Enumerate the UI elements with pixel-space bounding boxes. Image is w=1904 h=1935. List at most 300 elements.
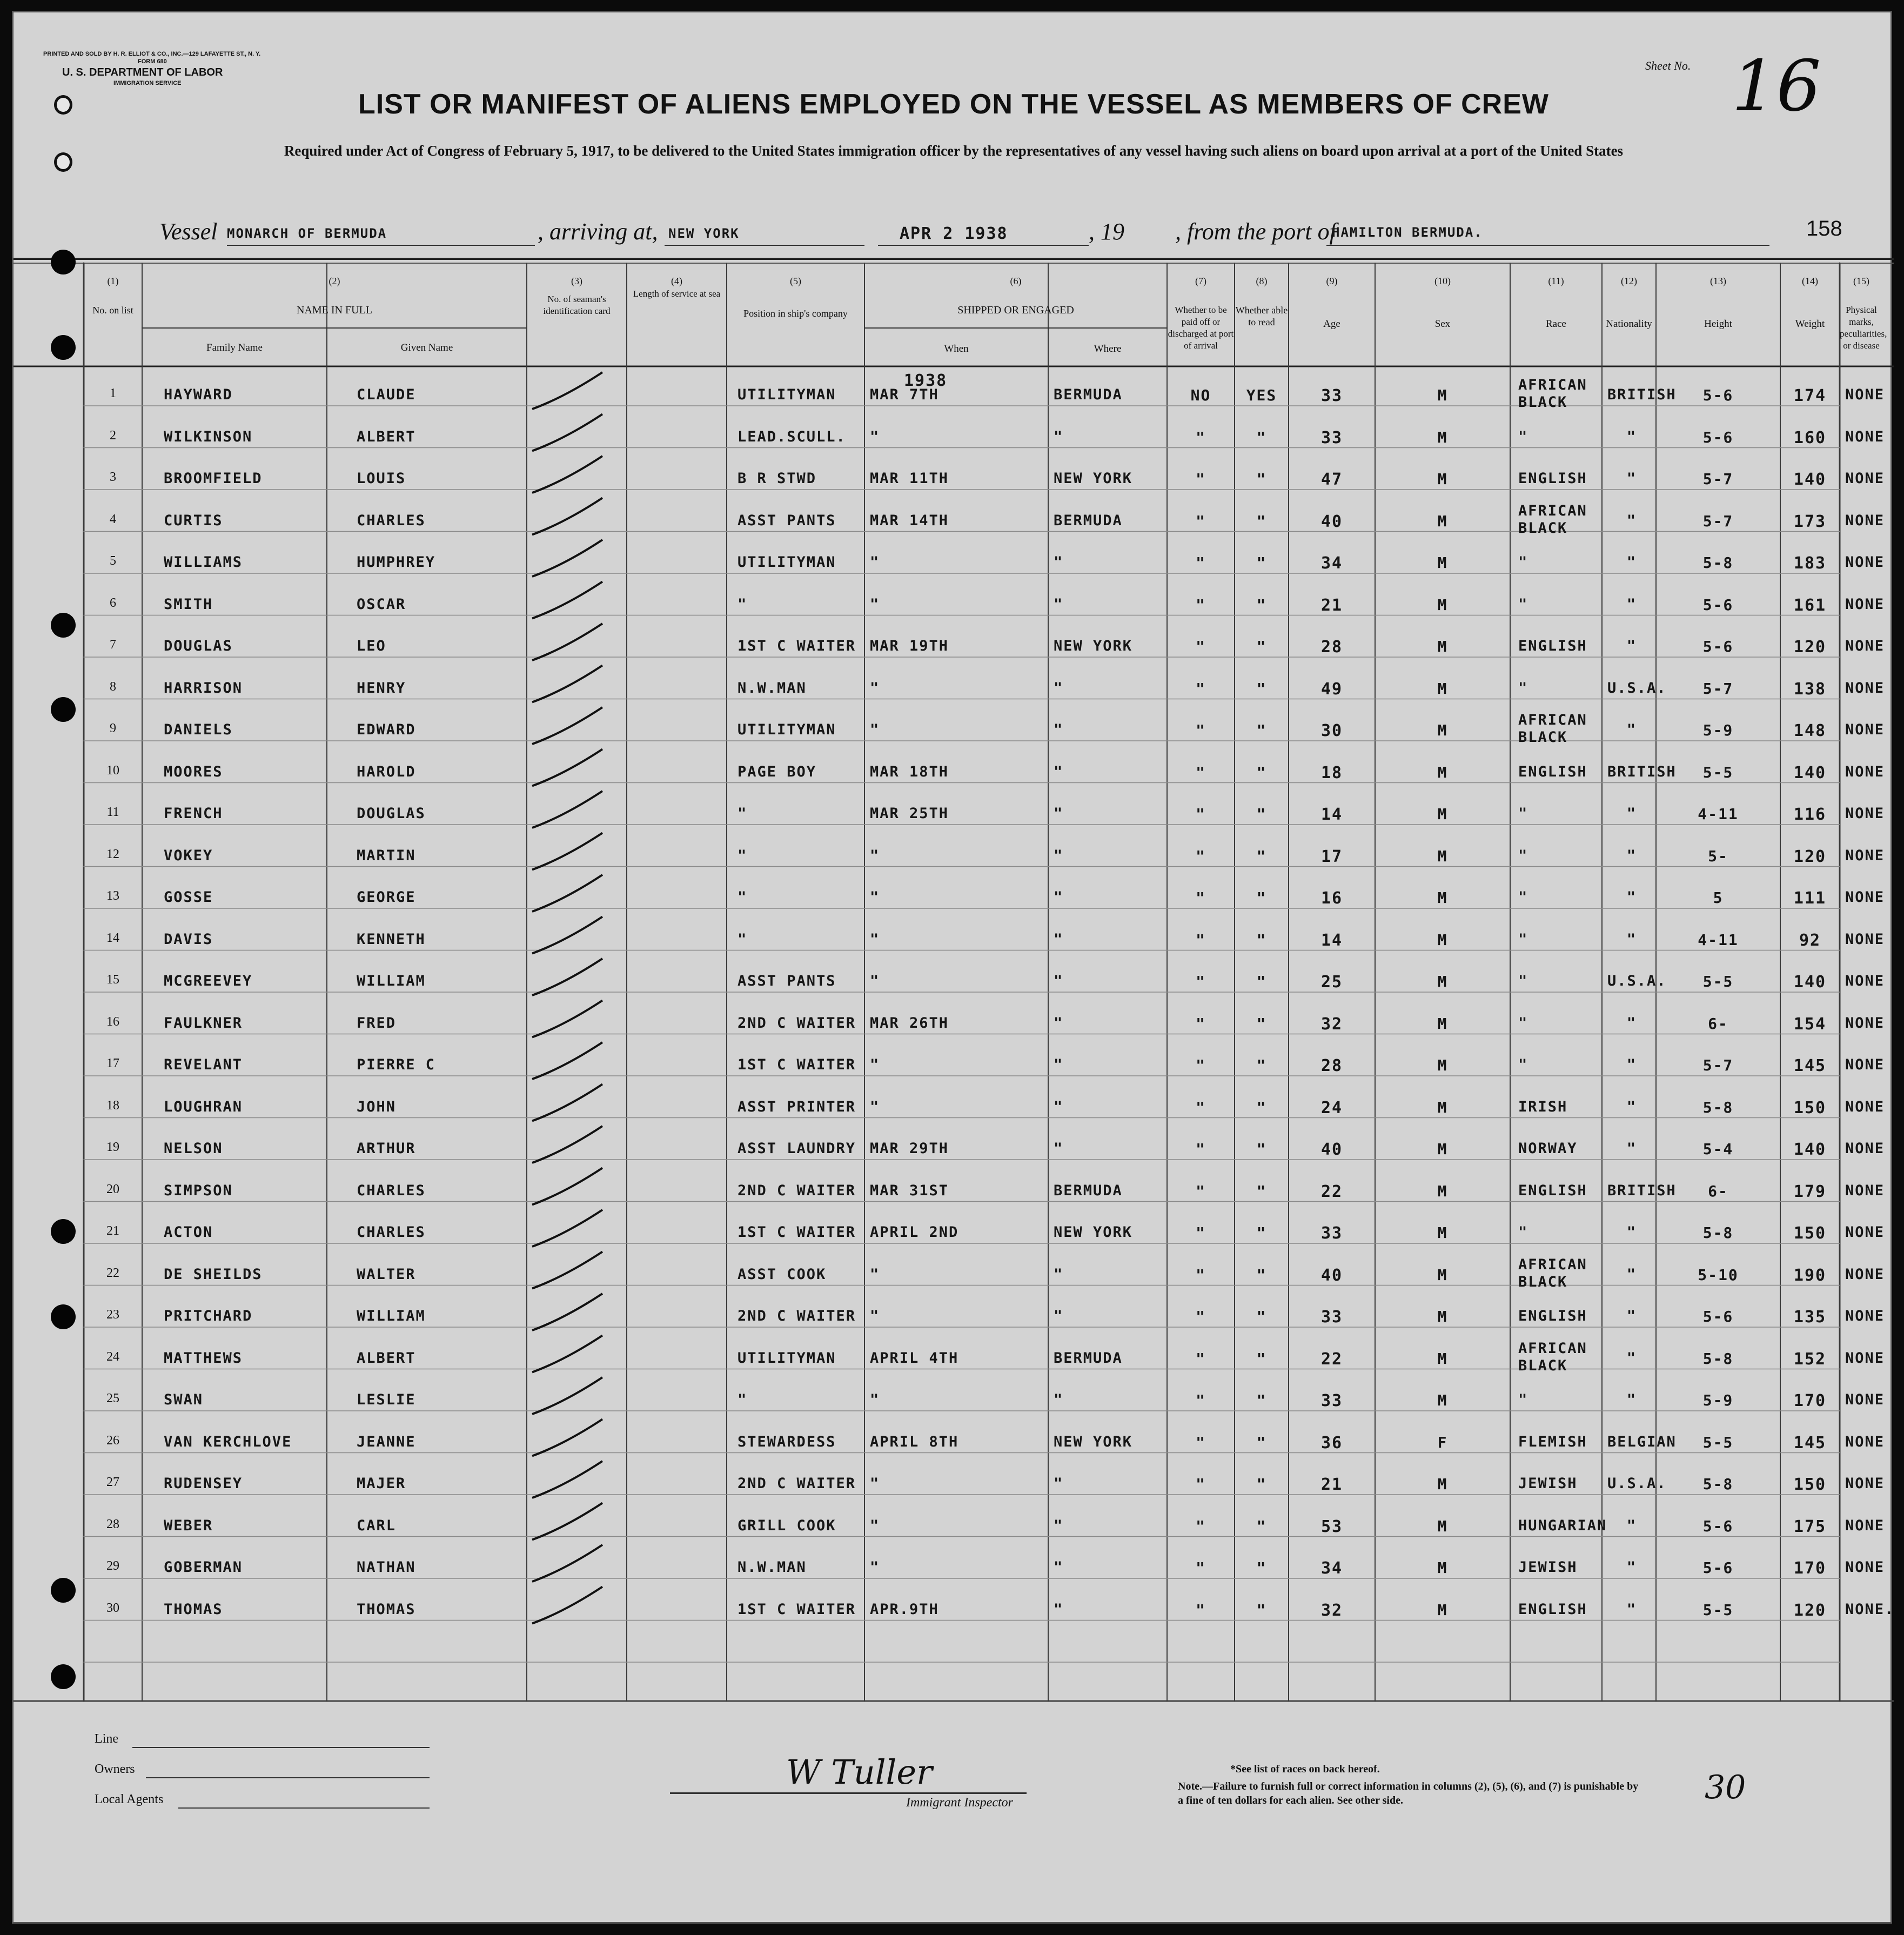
cell-given: WILLIAM [357,1308,426,1324]
cell-read: " [1256,1266,1267,1284]
cell-position: STEWARDESS [738,1433,836,1450]
cell-position: B R STWD [738,470,817,487]
cell-height: 5-6 [1702,1308,1734,1325]
col-name-header: NAME IN FULL [297,304,372,316]
cell-family: WILKINSON [164,428,253,445]
cell-height: 5-5 [1702,1601,1734,1619]
cell-nat: " [1626,889,1637,906]
cell-weight: 135 [1793,1308,1827,1327]
check-mark-stroke [532,1587,602,1624]
cell-age: 28 [1320,638,1343,657]
cell-read: " [1256,721,1267,739]
cell-nat: " [1626,638,1637,654]
cell-family: HAYWARD [164,386,233,403]
cell-when: APRIL 8TH [870,1433,959,1450]
manifest-sheet [12,11,1895,1924]
cell-race: " [1518,679,1528,697]
cell-when: MAR 18TH [870,763,949,780]
cell-when: " [870,595,880,613]
cell-age: 33 [1320,386,1343,405]
cell-paid: " [1196,512,1206,530]
check-mark-stroke [532,1503,602,1540]
cell-when: APR.9TH [870,1601,939,1618]
cell-race: " [1518,973,1528,989]
sheet-no-label: Sheet No. [1645,59,1691,72]
cell-race: AFRICAN BLACK [1518,1256,1587,1290]
cell-given: FRED [357,1014,397,1032]
cell-when: " [870,554,880,571]
cell-weight: 92 [1799,930,1821,950]
cell-no: 14 [106,930,119,945]
cell-weight: 116 [1793,805,1827,824]
check-mark-stroke [532,666,602,702]
cell-where: " [1054,805,1064,822]
cell-position: ASST PRINTER [738,1098,856,1115]
cell-when: " [870,973,880,989]
cell-paid: " [1196,1559,1206,1577]
cell-weight: 145 [1793,1056,1827,1075]
cell-family: CURTIS [164,512,223,529]
cell-no: 20 [106,1182,119,1196]
departure-port: HAMILTON BERMUDA. [1332,225,1483,240]
cell-when: " [870,1391,880,1408]
column-number: (5) [790,276,801,286]
cell-marks: NONE [1845,973,1885,989]
vessel-label: Vessel [159,218,218,245]
cell-race: " [1518,1391,1528,1408]
cell-marks: NONE [1845,1433,1885,1450]
cell-when: " [870,721,880,738]
penalty-note: Note.—Failure to furnish full or correct information in columns (2), (5), (6), and (7) is punishable by a fine of ten dollars for each alien. See other side. [1178,1780,1639,1806]
cell-sex: M [1437,1098,1448,1116]
cell-position: 1ST C WAITER [738,1224,856,1241]
cell-read: " [1256,470,1267,488]
cell-position: UTILITYMAN [738,554,836,571]
cell-where: " [1054,1308,1064,1324]
check-mark-stroke [532,540,602,577]
cell-when: " [870,1056,880,1073]
cell-marks: NONE [1845,1014,1885,1032]
cell-where: " [1054,595,1064,613]
check-mark-stroke [532,1210,602,1247]
check-mark-stroke [532,833,602,870]
cell-height: 5-6 [1702,386,1734,404]
cell-nat: " [1626,595,1637,613]
cell-where: NEW YORK [1054,470,1133,487]
owners-label: Owners [95,1762,135,1776]
cell-no: 24 [106,1349,119,1364]
cell-weight: 120 [1793,847,1827,866]
column-number: (10) [1434,276,1451,286]
cell-age: 30 [1320,721,1343,740]
cell-family: MCGREEVEY [164,973,253,989]
column-number: (15) [1853,276,1869,286]
cell-marks: NONE [1845,1517,1885,1534]
cell-position: ASST PANTS [738,973,836,989]
cell-height: 5-6 [1702,595,1734,614]
cell-family: LOUGHRAN [164,1098,243,1115]
cell-race: AFRICAN BLACK [1518,377,1587,411]
cell-where: " [1054,1475,1064,1492]
cell-weight: 174 [1793,386,1827,405]
cell-age: 40 [1320,512,1343,531]
cell-sex: F [1437,1433,1448,1451]
arrival-date: APR 2 1938 [900,224,1008,243]
col-family-header: Family Name [206,342,263,353]
printer-imprint: PRINTED AND SOLD BY H. R. ELLIOT & CO., INC.—129 LAFAYETTE ST., N. Y. [43,51,261,57]
cell-marks: NONE. [1845,1601,1895,1618]
cell-height: 5-4 [1702,1140,1734,1158]
cell-when: MAR 31ST [870,1182,949,1199]
cell-no: 17 [106,1056,119,1070]
cell-given: CHARLES [357,1224,426,1241]
cell-sex: M [1437,889,1448,907]
cell-marks: NONE [1845,679,1885,697]
arriving-label: , arriving at, [538,218,658,245]
cell-age: 14 [1320,805,1343,824]
cell-race: " [1518,805,1528,822]
cell-where: " [1054,1140,1064,1157]
table-grid [14,12,1894,1925]
cell-read: " [1256,847,1267,865]
cell-sex: M [1437,1266,1448,1284]
cell-weight: 161 [1793,595,1827,615]
cell-read: " [1256,679,1267,698]
cell-read: " [1256,1182,1267,1200]
cell-age: 49 [1320,679,1343,699]
col-given-header: Given Name [400,342,453,353]
cell-given: GEORGE [357,889,416,906]
cell-sex: M [1437,1056,1448,1074]
cell-nat: BELGIAN [1607,1433,1677,1450]
races-note: *See list of races on back hereof. [1230,1763,1380,1775]
cell-age: 24 [1320,1098,1343,1117]
cell-when: " [870,847,880,864]
column-number: (13) [1710,276,1726,286]
cell-position: " [738,930,748,948]
cell-where: " [1054,1014,1064,1032]
cell-no: 12 [106,847,119,861]
cell-where: " [1054,1098,1064,1115]
cell-race: " [1518,554,1528,571]
cell-sex: M [1437,763,1448,781]
cell-paid: " [1196,1601,1206,1619]
cell-age: 22 [1320,1182,1343,1201]
check-mark-stroke [532,1377,602,1414]
cell-position: ASST PANTS [738,512,836,529]
col-length-header: Length of service at sea [633,289,721,299]
cell-height: 5 [1713,889,1724,907]
cell-position: 1ST C WAITER [738,638,856,654]
cell-no: 6 [110,595,116,610]
cell-nat: " [1626,930,1637,948]
column-number: (6) [1010,276,1022,286]
cell-age: 25 [1320,973,1343,992]
column-number: (2) [328,276,340,286]
cell-marks: NONE [1845,1308,1885,1324]
cell-given: CHARLES [357,1182,426,1199]
check-mark-stroke [532,791,602,828]
cell-read: " [1256,1517,1267,1535]
cell-paid: " [1196,930,1206,949]
cell-height: 5- [1708,847,1728,865]
cell-sex: M [1437,470,1448,488]
cell-family: WILLIAMS [164,554,243,571]
check-mark-stroke [532,1545,602,1582]
cell-sex: M [1437,638,1448,655]
cell-no: 4 [110,512,116,526]
binder-hole [51,613,76,638]
col-race-header: Race [1546,318,1566,330]
cell-nat: " [1626,1266,1637,1283]
cell-nat: U.S.A. [1607,679,1667,697]
cell-family: NELSON [164,1140,223,1157]
cell-height: 5-6 [1702,1517,1734,1535]
cell-when: MAR 26TH [870,1014,949,1032]
cell-read: " [1256,512,1267,530]
cell-given: WALTER [357,1266,416,1283]
cell-weight: 120 [1793,638,1827,657]
cell-sex: M [1437,973,1448,990]
cell-read: " [1256,1433,1267,1451]
cell-where: " [1054,1391,1064,1408]
col-paid-off-header: Whether to be paid off or discharged at port of arrival [1168,305,1234,351]
cell-paid: " [1196,1308,1206,1325]
cell-age: 40 [1320,1140,1343,1159]
cell-no: 27 [106,1475,119,1489]
cell-no: 30 [106,1601,119,1615]
cell-age: 40 [1320,1266,1343,1285]
cell-no: 16 [106,1014,119,1029]
cell-where: " [1054,973,1064,989]
cell-paid: " [1196,1056,1206,1074]
cell-where: " [1054,1559,1064,1576]
cell-race: ENGLISH [1518,763,1587,780]
col-position-header: Position in ship's company [743,308,848,319]
cell-where: NEW YORK [1054,1224,1133,1241]
cell-family: FRENCH [164,805,223,822]
cell-position: " [738,805,748,822]
cell-when: " [870,930,880,948]
cell-read: " [1256,889,1267,907]
cell-height: 5-5 [1702,973,1734,990]
cell-nat: U.S.A. [1607,973,1667,989]
cell-race: NORWAY [1518,1140,1578,1157]
cell-given: JOHN [357,1098,397,1115]
cell-nat: " [1626,805,1637,822]
cell-marks: NONE [1845,1182,1885,1199]
cell-nat: " [1626,1056,1637,1073]
cell-race: ENGLISH [1518,1601,1587,1618]
cell-nat: " [1626,1559,1637,1576]
cell-read: " [1256,595,1267,614]
check-mark-stroke [532,959,602,995]
cell-no: 18 [106,1098,119,1113]
check-mark-stroke [532,1001,602,1037]
cell-height: 5-7 [1702,512,1734,530]
cell-paid: NO [1190,386,1211,404]
col-when-header: When [944,343,969,354]
cell-height: 5-8 [1702,1098,1734,1116]
cell-nat: " [1626,512,1637,529]
cell-marks: NONE [1845,470,1885,487]
cell-marks: NONE [1845,847,1885,864]
check-mark-stroke [532,1461,602,1498]
year-header: 1938 [904,371,948,390]
cell-race: ENGLISH [1518,470,1587,487]
check-mark-stroke [532,1084,602,1121]
local-agents-label: Local Agents [95,1792,164,1806]
cell-when: APRIL 4TH [870,1349,959,1367]
col-marks-header: Physical marks, peculiarities, or disease [1840,305,1887,351]
cell-sex: M [1437,386,1448,404]
cell-paid: " [1196,554,1206,572]
cell-marks: NONE [1845,889,1885,906]
cell-no: 26 [106,1433,119,1448]
cell-weight: 138 [1793,679,1827,699]
cell-weight: 160 [1793,428,1827,447]
cell-weight: 179 [1793,1182,1827,1201]
cell-read: " [1256,1349,1267,1368]
cell-when: " [870,1266,880,1283]
cell-given: KENNETH [357,930,426,948]
cell-given: LESLIE [357,1391,416,1408]
cell-nat: " [1626,1349,1637,1367]
cell-marks: NONE [1845,805,1885,822]
cell-family: RUDENSEY [164,1475,243,1492]
cell-height: 5-10 [1698,1266,1739,1284]
cell-family: DE SHEILDS [164,1266,263,1283]
cell-sex: M [1437,679,1448,698]
cell-height: 5-7 [1702,1056,1734,1074]
cell-age: 28 [1320,1056,1343,1075]
cell-where: " [1054,721,1064,738]
cell-paid: " [1196,1182,1206,1200]
cell-paid: " [1196,595,1206,614]
cell-height: 5-7 [1702,470,1734,488]
cell-race: AFRICAN BLACK [1518,712,1587,746]
cell-sex: M [1437,1140,1448,1158]
cell-sex: M [1437,1559,1448,1577]
cell-nat: " [1626,721,1637,738]
cell-read: " [1256,1224,1267,1242]
cell-read: " [1256,930,1267,949]
cell-sex: M [1437,1601,1448,1619]
cell-age: 17 [1320,847,1343,866]
column-number: (4) [671,276,682,286]
column-number: (11) [1548,276,1564,286]
check-mark-stroke [532,414,602,451]
cell-family: SIMPSON [164,1182,233,1199]
cell-family: SMITH [164,595,213,613]
cell-height: 5-8 [1702,1224,1734,1242]
binder-ring [54,95,72,115]
cell-family: THOMAS [164,1601,223,1618]
check-mark-stroke [532,498,602,535]
cell-paid: " [1196,1266,1206,1284]
check-mark-stroke [532,456,602,493]
cell-nat: " [1626,1014,1637,1032]
cell-where: " [1054,1266,1064,1283]
cell-weight: 120 [1793,1601,1827,1620]
cell-when: " [870,1517,880,1534]
cell-given: MAJER [357,1475,406,1492]
col-height-header: Height [1704,318,1732,330]
cell-paid: " [1196,847,1206,865]
cell-position: 2ND C WAITER [738,1014,856,1032]
binder-hole [51,335,76,360]
cell-age: 22 [1320,1349,1343,1369]
cell-weight: 140 [1793,763,1827,782]
cell-sex: M [1437,1014,1448,1033]
cell-family: GOBERMAN [164,1559,243,1576]
cell-position: UTILITYMAN [738,1349,836,1367]
cell-when: MAR 14TH [870,512,949,529]
cell-where: " [1054,428,1064,445]
cell-given: CHARLES [357,512,426,529]
cell-where: " [1054,679,1064,697]
cell-position: ASST LAUNDRY [738,1140,856,1157]
cell-no: 25 [106,1391,119,1405]
cell-nat: " [1626,1601,1637,1618]
cell-paid: " [1196,721,1206,739]
check-mark-stroke [532,1420,602,1456]
cell-height: 5-7 [1702,679,1734,698]
cell-given: LEO [357,638,386,654]
cell-height: 5-5 [1702,1433,1734,1451]
check-mark-stroke [532,1336,602,1372]
check-mark-stroke [532,875,602,912]
cell-marks: NONE [1845,930,1885,948]
cell-family: FAULKNER [164,1014,243,1032]
page-number: 158 [1806,217,1842,240]
cell-position: " [738,889,748,906]
cell-when: " [870,1098,880,1115]
cell-paid: " [1196,470,1206,488]
cell-weight: 173 [1793,512,1827,531]
col-weight-header: Weight [1795,318,1825,330]
cell-weight: 150 [1793,1224,1827,1243]
cell-where: " [1054,930,1064,948]
cell-given: ALBERT [357,428,416,445]
cell-nat: " [1626,1224,1637,1241]
cell-marks: NONE [1845,554,1885,571]
cell-family: VOKEY [164,847,213,864]
cell-paid: " [1196,1349,1206,1368]
inspector-signature: W Tuller [786,1752,933,1792]
cell-family: MATTHEWS [164,1349,243,1367]
cell-family: DOUGLAS [164,638,233,654]
cell-marks: NONE [1845,386,1885,403]
cell-age: 47 [1320,470,1343,489]
cell-race: ENGLISH [1518,1308,1587,1324]
cell-nat: " [1626,1391,1637,1408]
cell-position: ASST COOK [738,1266,827,1283]
cell-where: BERMUDA [1054,386,1123,403]
cell-no: 9 [110,721,116,735]
cell-paid: " [1196,1517,1206,1535]
cell-where: BERMUDA [1054,512,1123,529]
cell-paid: " [1196,1224,1206,1242]
cell-when: MAR 11TH [870,470,949,487]
cell-race: ENGLISH [1518,638,1587,654]
cell-race: JEWISH [1518,1475,1578,1492]
cell-when: " [870,679,880,697]
cell-age: 34 [1320,1559,1343,1578]
cell-when: MAR 29TH [870,1140,949,1157]
page-title: LIST OR MANIFEST OF ALIENS EMPLOYED ON THE VESSEL AS MEMBERS OF CREW [358,89,1549,120]
cell-given: OSCAR [357,595,406,613]
